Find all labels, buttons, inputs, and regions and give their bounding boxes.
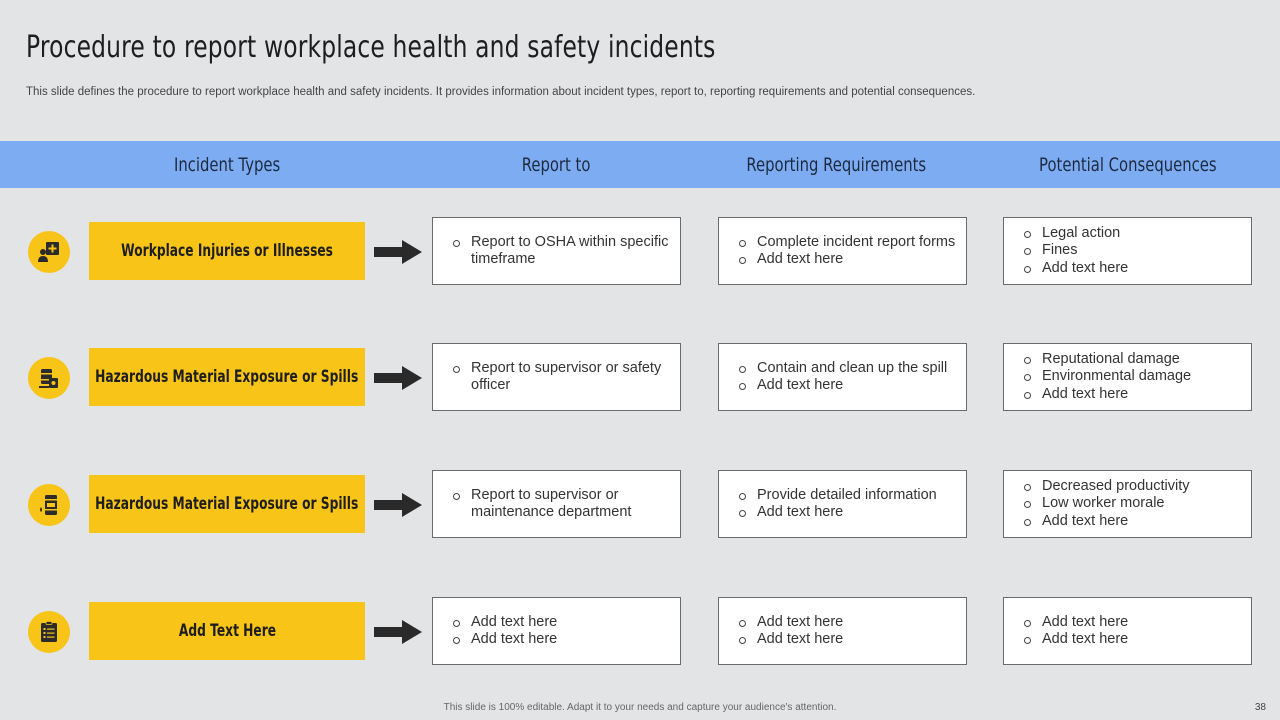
arrow-right-icon <box>374 620 422 644</box>
page-number: 38 <box>1254 702 1266 713</box>
report-to-cell <box>432 343 681 411</box>
list-item: Add text here <box>1024 631 1251 649</box>
column-header-incident-types: Incident Types <box>173 153 281 176</box>
incident-row <box>0 343 1280 413</box>
list-item: Legal action <box>1024 225 1251 243</box>
column-header-report-to: Report to <box>522 153 591 176</box>
hazard-barrels-icon <box>28 357 70 399</box>
slide-subtitle: This slide defines the procedure to report workplace health and safety incidents. It provides information about incident types, report to, reporting requirements and potential consequences. <box>26 86 976 98</box>
report-to-cell <box>432 470 681 538</box>
requirements-cell <box>718 217 967 285</box>
list-item: Low worker morale <box>1024 495 1251 513</box>
incident-row <box>0 217 1280 287</box>
consequences-cell <box>1003 470 1252 538</box>
consequences-cell <box>1003 597 1252 665</box>
incident-type-label: Hazardous Material Exposure or Spills <box>89 348 365 406</box>
clipboard-checklist-icon <box>28 611 70 653</box>
first-aid-worker-icon <box>28 231 70 273</box>
list-item: Fines <box>1024 242 1251 260</box>
column-header-potential-consequences: Potential Consequences <box>1038 153 1217 176</box>
list-item: Report to OSHA within specific timeframe <box>453 234 680 269</box>
list-item: Add text here <box>739 614 966 632</box>
footer-note: This slide is 100% editable. Adapt it to your needs and capture your audience's attention. <box>443 702 837 713</box>
list-item: Add text here <box>1024 513 1251 531</box>
incident-type-label: Hazardous Material Exposure or Spills <box>89 475 365 533</box>
column-header-reporting-requirements: Reporting Requirements <box>746 153 926 176</box>
list-item: Decreased productivity <box>1024 478 1251 496</box>
arrow-right-icon <box>374 240 422 264</box>
slide-title: Procedure to report workplace health and safety incidents <box>26 30 716 65</box>
list-item: Reputational damage <box>1024 351 1251 369</box>
consequences-cell <box>1003 217 1252 285</box>
column-header-band <box>0 141 1280 188</box>
list-item: Environmental damage <box>1024 368 1251 386</box>
list-item: Add text here <box>453 614 680 632</box>
incident-row <box>0 470 1280 540</box>
consequences-cell <box>1003 343 1252 411</box>
list-item: Add text here <box>739 251 966 269</box>
incident-type-label: Add Text Here <box>89 602 365 660</box>
list-item: Report to supervisor or safety officer <box>453 360 680 395</box>
list-item: Add text here <box>1024 386 1251 404</box>
list-item: Provide detailed information <box>739 487 966 505</box>
list-item: Add text here <box>739 504 966 522</box>
list-item: Complete incident report forms <box>739 234 966 252</box>
report-to-cell <box>432 597 681 665</box>
requirements-cell <box>718 470 967 538</box>
requirements-cell <box>718 597 967 665</box>
requirements-cell <box>718 343 967 411</box>
list-item: Add text here <box>1024 614 1251 632</box>
incident-row <box>0 597 1280 667</box>
oil-barrel-icon <box>28 484 70 526</box>
list-item: Contain and clean up the spill <box>739 360 966 378</box>
list-item: Add text here <box>739 631 966 649</box>
arrow-right-icon <box>374 493 422 517</box>
list-item: Add text here <box>1024 260 1251 278</box>
list-item: Add text here <box>739 377 966 395</box>
report-to-cell <box>432 217 681 285</box>
incident-type-label: Workplace Injuries or Illnesses <box>89 222 365 280</box>
list-item: Report to supervisor or maintenance department <box>453 487 680 522</box>
arrow-right-icon <box>374 366 422 390</box>
list-item: Add text here <box>453 631 680 649</box>
